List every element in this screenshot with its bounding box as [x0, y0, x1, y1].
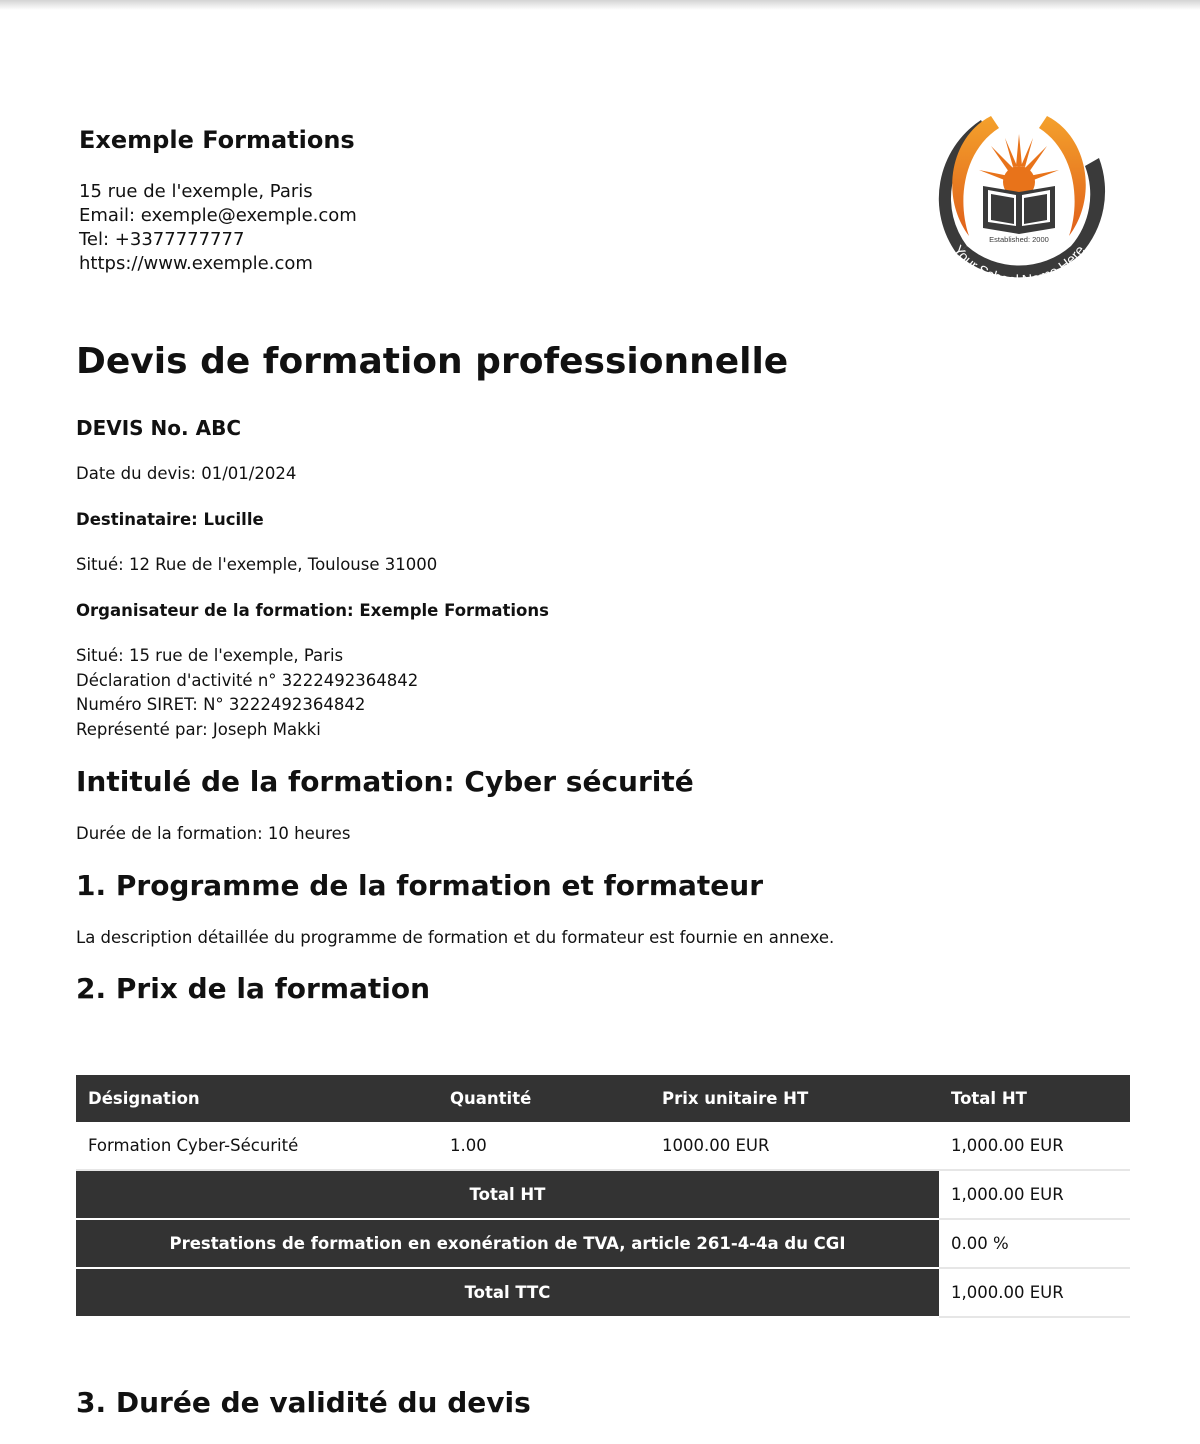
company-email: Email: exemple@exemple.com	[79, 205, 357, 226]
summary-row-total-ht	[76, 1170, 1130, 1219]
summary-label: Total TTC	[76, 1268, 939, 1317]
summary-value: 1,000.00 EUR	[939, 1170, 1130, 1219]
recipient: Destinataire: Lucille	[76, 510, 264, 529]
cell-quantity: 1.00	[438, 1122, 650, 1170]
organizer-declaration: Déclaration d'activité n° 3222492364842	[76, 670, 419, 690]
summary-value: 1,000.00 EUR	[939, 1268, 1130, 1317]
organizer-siret: Numéro SIRET: N° 3222492364842	[76, 695, 366, 715]
book-icon	[983, 186, 1055, 234]
summary-label: Total HT	[76, 1170, 939, 1219]
recipient-address: Situé: 12 Rue de l'exemple, Toulouse 31000	[76, 555, 438, 574]
company-block	[79, 124, 679, 276]
summary-row-total-ttc	[76, 1268, 1130, 1317]
table-header-row	[76, 1075, 1130, 1122]
summary-row-tva	[76, 1219, 1130, 1268]
devis-number: DEVIS No. ABC	[76, 416, 241, 440]
training-title: Intitulé de la formation: Cyber sécurité	[76, 765, 694, 798]
organizer-address: Situé: 15 rue de l'exemple, Paris	[76, 646, 344, 665]
logo-school-name-path: Your School Name Here	[949, 242, 1089, 290]
school-logo	[921, 106, 1117, 302]
organizer-representative: Représenté par: Joseph Makki	[76, 720, 321, 740]
table-row	[76, 1122, 1130, 1170]
cell-designation: Formation Cyber-Sécurité	[76, 1122, 438, 1170]
section-1-title: 1. Programme de la formation et formateur	[76, 869, 764, 902]
price-table	[76, 1075, 1130, 1318]
header-quantity: Quantité	[438, 1075, 650, 1122]
training-duration: Durée de la formation: 10 heures	[76, 824, 351, 843]
company-website: https://www.exemple.com	[79, 253, 313, 274]
page-title: Devis de formation professionnelle	[76, 341, 789, 382]
cell-unit-price: 1000.00 EUR	[650, 1122, 939, 1170]
organizer: Organisateur de la formation: Exemple Formations	[76, 601, 549, 620]
summary-value: 0.00 %	[939, 1219, 1130, 1268]
section-1-text: La description détaillée du programme de formation et du formateur est fournie en annexe.	[76, 928, 835, 947]
company-phone: Tel: +3377777777	[79, 229, 245, 250]
cell-total: 1,000.00 EUR	[939, 1122, 1130, 1170]
top-shadow	[0, 0, 1200, 10]
header-total: Total HT	[939, 1075, 1130, 1122]
quote-date: Date du devis: 01/01/2024	[76, 464, 297, 483]
summary-label: Prestations de formation en exonération de TVA, article 261-4-4a du CGI	[76, 1219, 939, 1268]
header-designation: Désignation	[76, 1075, 438, 1122]
company-name: Exemple Formations	[79, 126, 355, 154]
section-3-title: 3. Durée de validité du devis	[76, 1386, 531, 1419]
company-address: 15 rue de l'exemple, Paris	[79, 181, 313, 202]
logo-established: Established: 2000	[989, 235, 1049, 244]
section-2-title: 2. Prix de la formation	[76, 972, 431, 1005]
organizer-details	[76, 644, 418, 743]
header-unit-price: Prix unitaire HT	[650, 1075, 939, 1122]
